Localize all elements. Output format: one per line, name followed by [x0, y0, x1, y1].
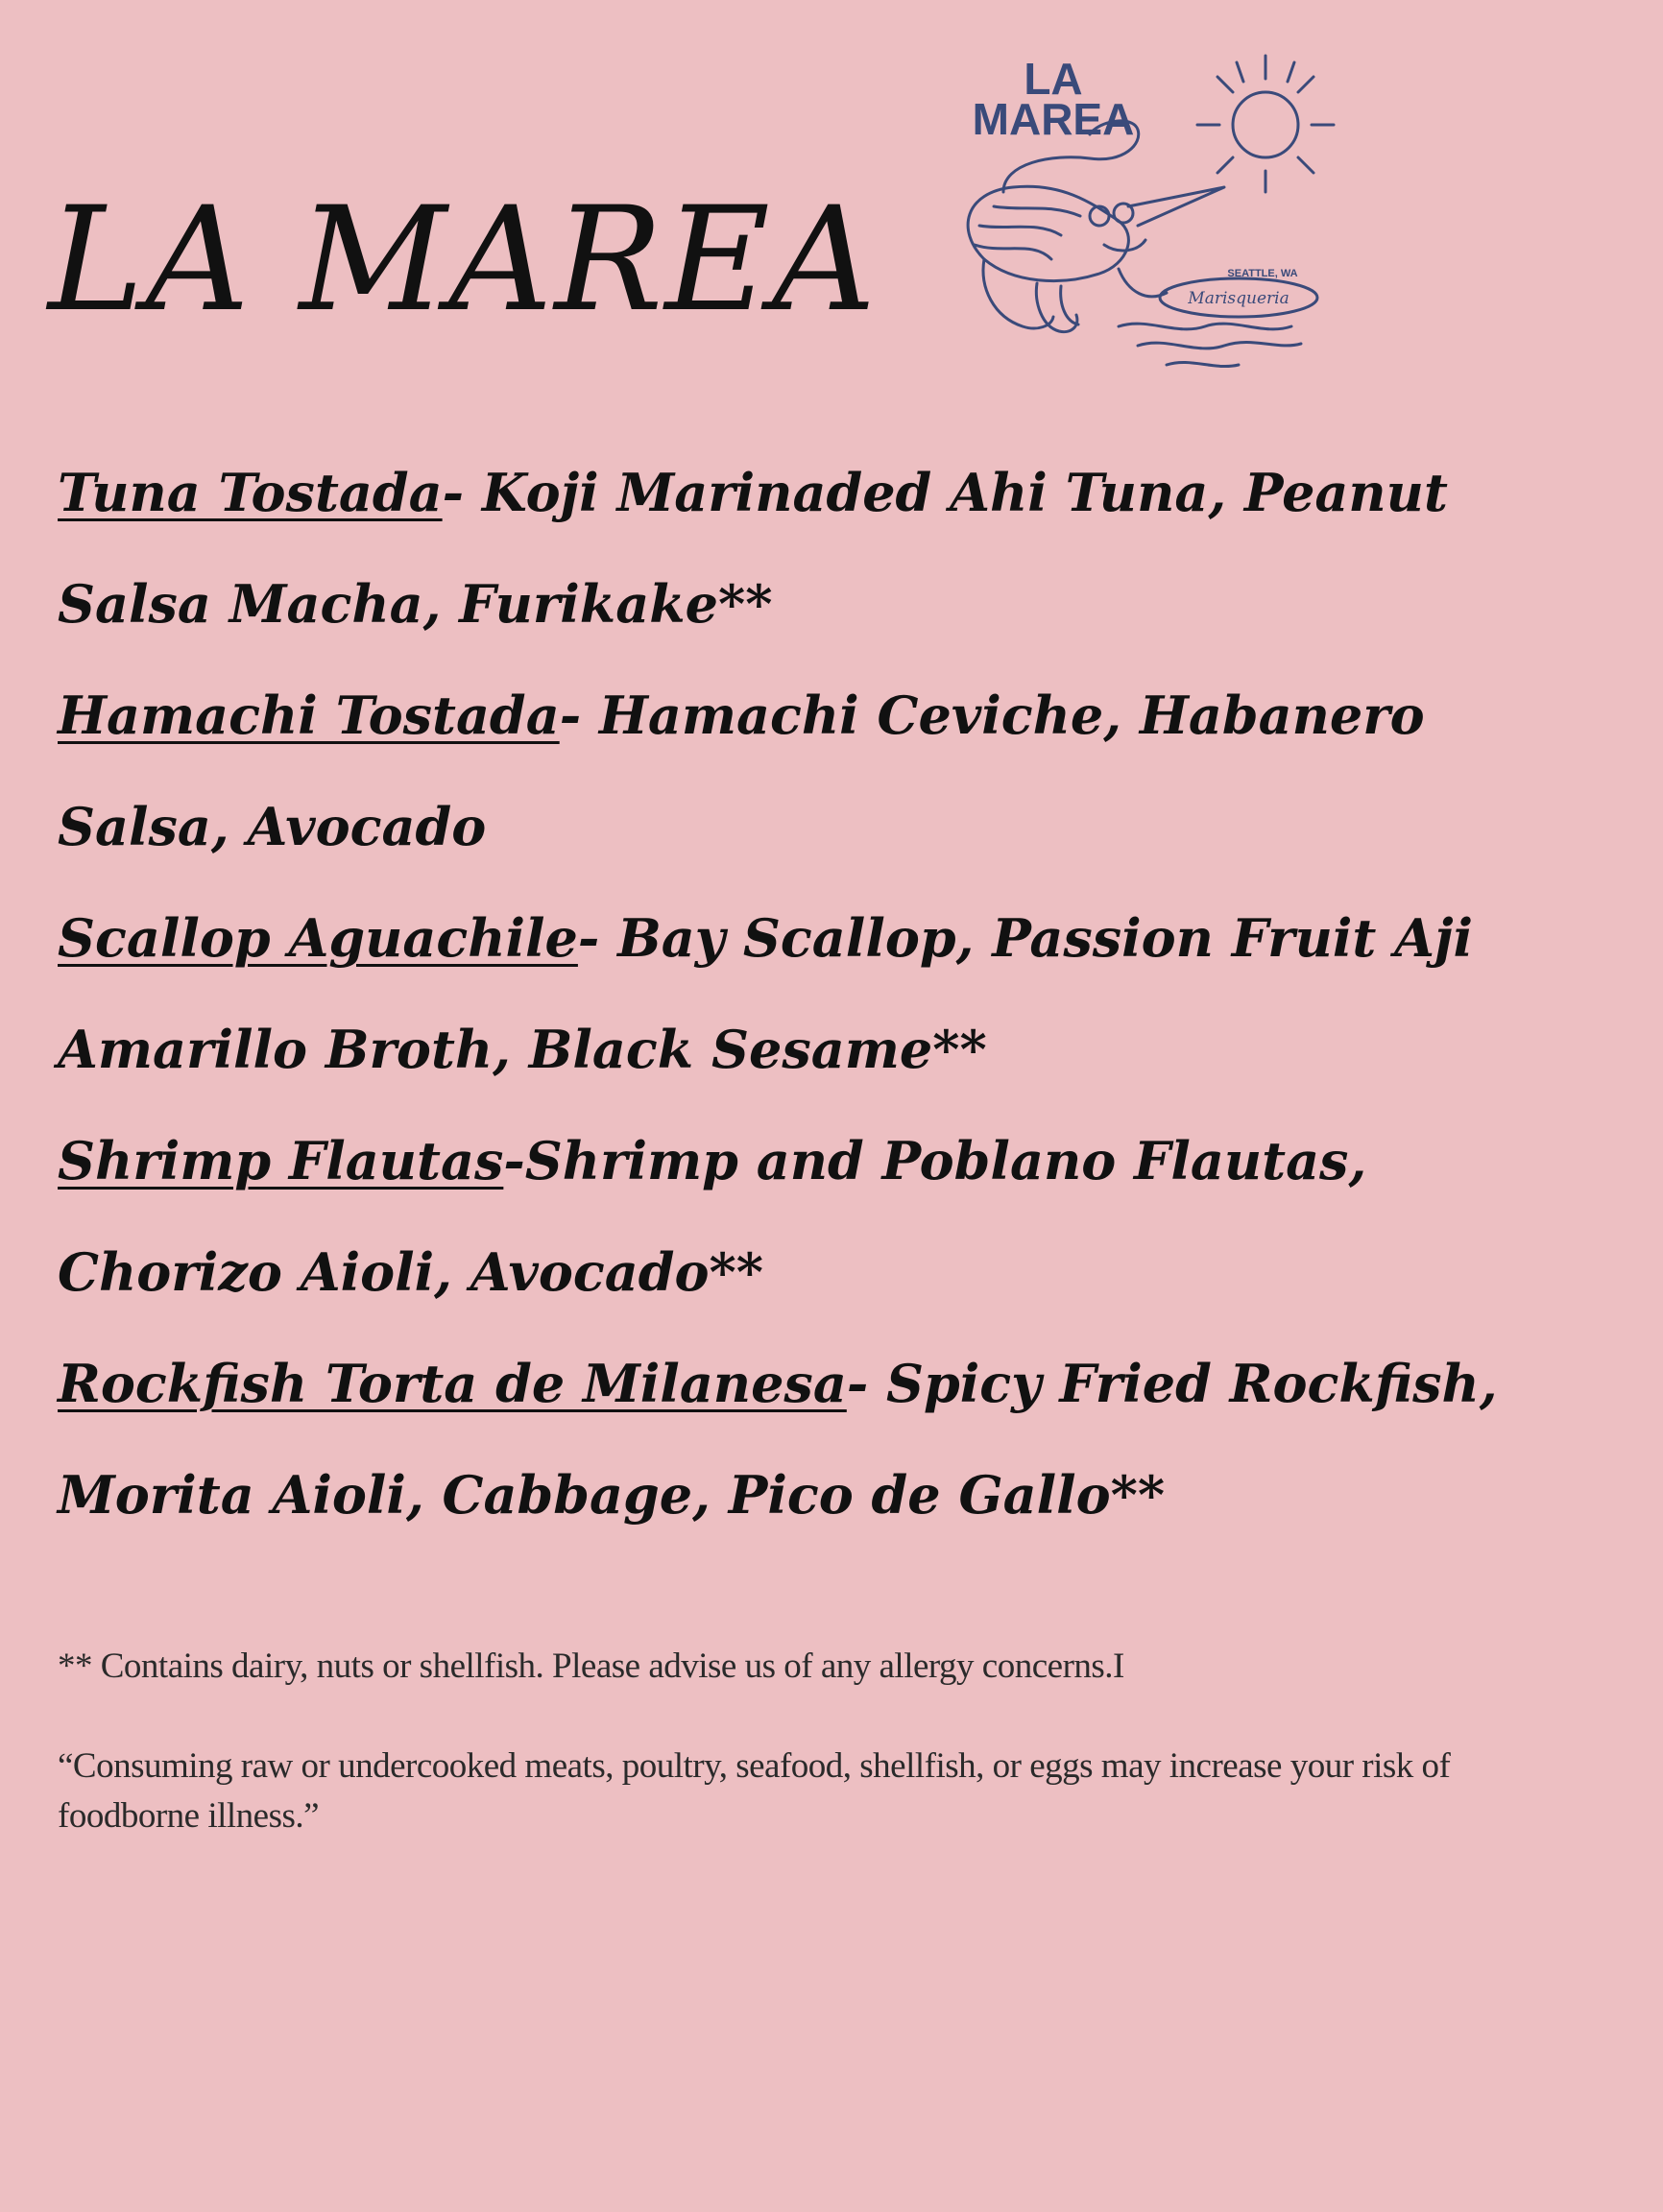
- restaurant-logo: [946, 38, 1349, 403]
- menu-item-description: Shrimp and Poblano Flautas, Chorizo Aioli, Avocado**: [58, 1130, 1367, 1303]
- menu-item-description: Hamachi Ceviche, Habanero Salsa, Avocado: [58, 685, 1425, 857]
- waves-decoration: [1119, 324, 1301, 366]
- menu-item-separator: -: [577, 907, 618, 969]
- menu-item-name: Rockfish Torta de Milanesa: [58, 1353, 847, 1414]
- shrimp-icon: [968, 121, 1224, 332]
- menu-item-name: Hamachi Tostada: [58, 685, 560, 746]
- allergy-note: ** Contains dairy, nuts or shellfish. Please advise us of any allergy concerns.I: [58, 1647, 1124, 1686]
- menu-item-name: Tuna Tostada: [58, 462, 443, 523]
- logo-subtitle: Marisqueria: [1188, 289, 1289, 308]
- menu-item-description: Koji Marinaded Ahi Tuna, Peanut Salsa Macha, Furikake**: [58, 462, 1448, 635]
- menu-item: [58, 882, 1603, 1105]
- menu-item-name: Shrimp Flautas: [58, 1130, 504, 1191]
- logo-name-line2: MAREA: [972, 94, 1135, 144]
- raw-food-warning: “Consuming raw or undercooked meats, poultry, seafood, shellfish, or eggs may increase your risk of foodborne illness.”: [58, 1746, 1451, 1836]
- menu-item-description: Spicy Fried Rockfish, Morita Aioli, Cabbage, Pico de Gallo**: [58, 1353, 1498, 1526]
- menu-item-separator: -: [846, 1353, 887, 1414]
- logo-name-line1: LA: [1024, 54, 1083, 104]
- menu-item: [58, 1105, 1603, 1328]
- footnotes: [58, 1642, 1575, 1841]
- menu-item-separator: -: [559, 685, 599, 746]
- menu-item-description: Bay Scallop, Passion Fruit Aji Amarillo Broth, Black Sesame**: [58, 907, 1474, 1080]
- menu-item: [58, 437, 1603, 660]
- logo-location: SEATTLE, WA: [1227, 268, 1298, 279]
- menu-item-name: Scallop Aguachile: [58, 907, 578, 969]
- menu-item-separator: -: [503, 1130, 525, 1191]
- menu-item-separator: -: [442, 462, 482, 523]
- sun-icon: [1197, 56, 1334, 192]
- menu-item: [58, 660, 1603, 882]
- menu-list: [58, 437, 1603, 1551]
- menu-item: [58, 1328, 1603, 1551]
- page-title: LA MAREA: [48, 176, 879, 344]
